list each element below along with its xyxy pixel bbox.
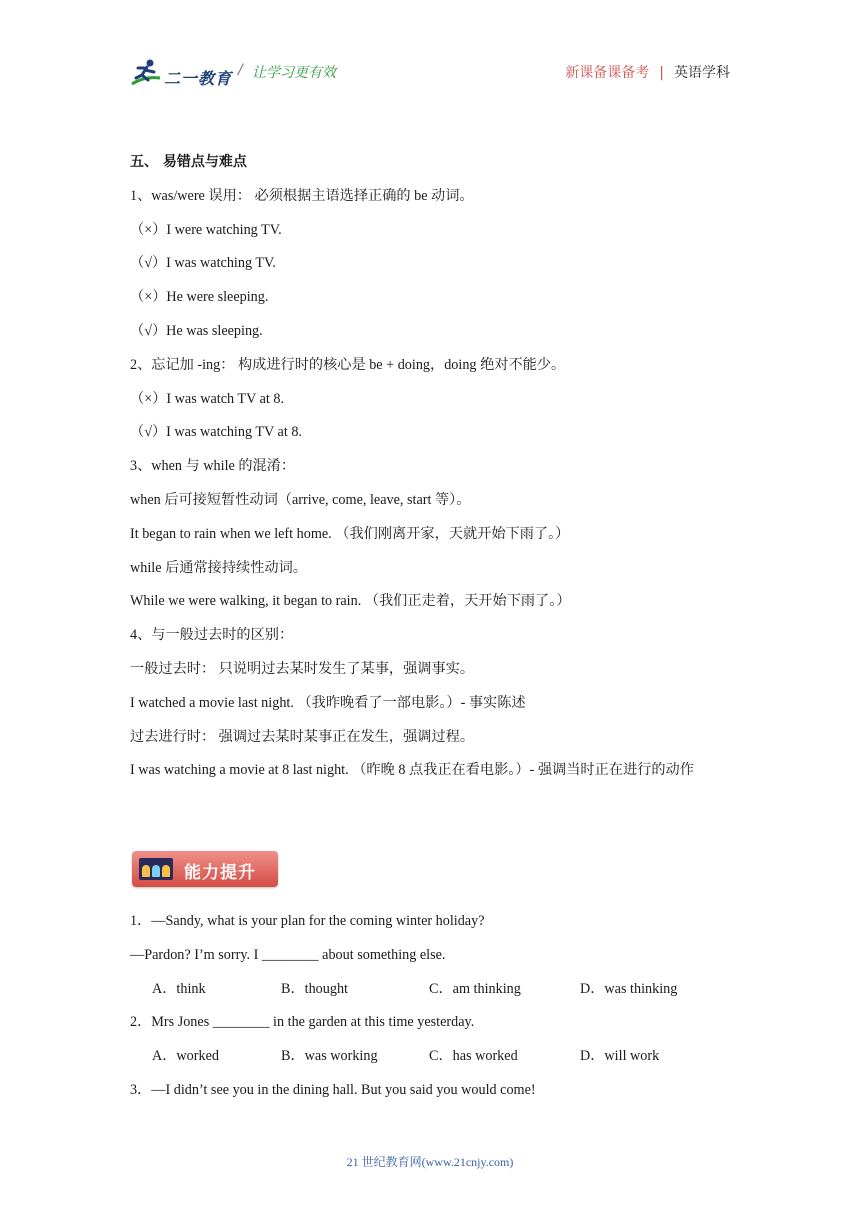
question-text: 1．—Sandy, what is your plan for the coming winter holiday?	[130, 913, 485, 929]
header-slogan: 让学习更有效	[252, 65, 336, 81]
section-title: 五、 易错点与难点	[130, 154, 247, 170]
section-line: when 后可接短暂性动词（arrive, come, leave, start 等）。	[130, 491, 471, 508]
option: C．has worked	[429, 1048, 518, 1065]
option: A．worked	[152, 1048, 219, 1065]
option: C．am thinking	[429, 980, 521, 997]
option: B．was working	[281, 1048, 378, 1065]
header-separator: |	[659, 65, 664, 81]
header-subject-name: 英语学科	[674, 65, 730, 81]
people-icon	[139, 858, 173, 880]
section-line: （×）He were sleeping.	[130, 289, 269, 306]
section-line: 3、when 与 while 的混淆：	[130, 458, 296, 475]
option: D．was thinking	[580, 980, 678, 997]
question-text: 2．Mrs Jones ________ in the garden at this time yesterday.	[130, 1014, 475, 1031]
ability-badge	[132, 851, 278, 887]
logo-text: 二一教育	[164, 69, 233, 88]
option: D．will work	[580, 1048, 660, 1065]
option-row	[130, 1040, 740, 1074]
logo	[130, 58, 240, 88]
option-row	[130, 973, 740, 1007]
section-line: 一般过去时： 只说明过去某时发生了某事，强调事实。	[130, 660, 475, 677]
question-text: 3．—I didn’t see you in the dining hall. But you said you would come!	[130, 1081, 536, 1098]
header-divider: /	[238, 62, 243, 78]
section-line: 2、忘记加 -ing： 构成进行时的核心是 be + doing，doing 绝对不能少。	[130, 356, 566, 373]
option: A．think	[152, 980, 206, 997]
section-line: while 后通常接持续性动词。	[130, 559, 307, 576]
runner-icon	[130, 58, 164, 88]
page-header	[130, 52, 730, 92]
page-footer: 21 世纪教育网(www.21cnjy.com)	[346, 1155, 514, 1169]
badge-label: 能力提升	[184, 863, 256, 883]
section-line: I was watching a movie at 8 last night. （昨晚 8 点我正在看电影。）- 强调当时正在进行的动作	[130, 762, 694, 779]
section-line: While we were walking, it began to rain. （我们正走着，天开始下雨了。）	[130, 593, 571, 610]
section-line: 1、was/were 误用： 必须根据主语选择正确的 be 动词。	[130, 187, 474, 204]
section-line: （×）I was watch TV at 8.	[130, 390, 285, 407]
error-points-section	[130, 146, 740, 788]
section-line: （×）I were watching TV.	[130, 221, 282, 238]
header-tagline: 新课备课备考	[565, 65, 650, 81]
section-line: （√）I was watching TV.	[130, 255, 276, 272]
section-line: 4、与一般过去时的区别：	[130, 627, 294, 644]
section-line: 过去进行时： 强调过去某时某事正在发生，强调过程。	[130, 728, 475, 745]
section-line: （√）He was sleeping.	[130, 322, 263, 339]
header-subject	[565, 62, 730, 82]
question-text: —Pardon? I’m sorry. I ________ about something else.	[130, 946, 446, 963]
exercise-section	[130, 905, 740, 1108]
option: B．thought	[281, 980, 349, 997]
section-line: （√）I was watching TV at 8.	[130, 424, 302, 441]
section-line: It began to rain when we left home. （我们刚离开家，天就开始下雨了。）	[130, 525, 570, 542]
section-line: I watched a movie last night. （我昨晚看了一部电影。）- 事实陈述	[130, 694, 526, 711]
